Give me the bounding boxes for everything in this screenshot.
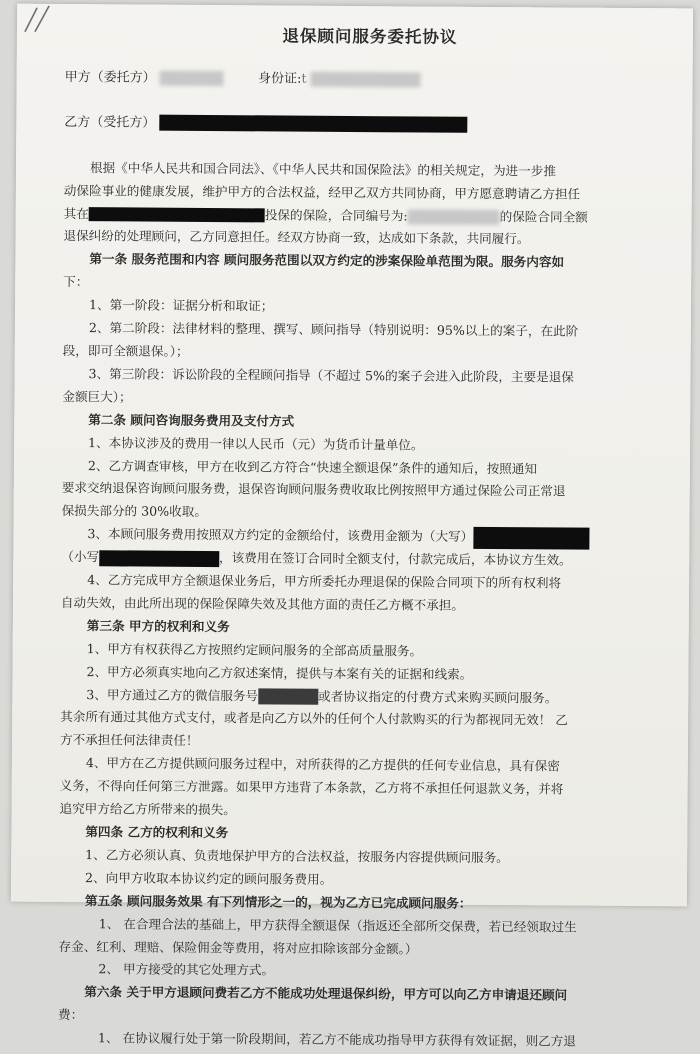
redacted-wechat-id [258, 688, 318, 704]
party-b-label: 乙方（受托方） [64, 114, 156, 131]
text-line: 费： [58, 1007, 84, 1023]
section-heading-2: 第二条 顾问咨询服务费用及支付方式 [88, 411, 295, 429]
section-heading-1: 第一条 服务范围和内容 顾问服务范围以双方约定的涉案保险单范围为限。服务内容如 [89, 251, 565, 270]
party-a-label: 甲方（委托方） [64, 69, 156, 86]
text-line: 义务，不得向任何第三方泄露。如果甲方违背了本条款，乙方将不承担任何退款义务，并将 [59, 778, 564, 797]
text-line: 存金、红利、理赔、保险佣金等费用，将对应扣除该部分金额。） [58, 938, 418, 957]
text-line: 其余所有通过其他方式支付，或者是向乙方以外的任何个人付款购买的行为都视同无效！ 乙 [60, 709, 568, 728]
redacted-party-b-name [159, 115, 467, 133]
text-line: 追究甲方给乙方所带来的损失。 [59, 801, 236, 818]
party-b-line [64, 112, 674, 139]
text-line: 3、第三阶段：诉讼阶段的全程顾问指导（不超过 5%的案子会进入此阶段，主要是退保 [88, 366, 574, 385]
redacted-id-number [311, 72, 421, 88]
text-line: 金额巨大）； [62, 388, 132, 405]
section-heading-4: 第四条 乙方的权利和义务 [85, 824, 229, 841]
id-label: 身份证: [258, 71, 302, 87]
text-line: 2、甲方必须真实地向乙方叙述案情，提供与本案有关的证据和线索。 [86, 663, 473, 682]
text-line: 3、本顾问服务费用按照双方约定的金额给付，该费用金额为（大写） [61, 523, 671, 550]
text-line: 退保纠纷的处理顾问，乙方同意担任。经双方协商一致，达成如下条款，共同履行。 [63, 228, 530, 247]
id-partial: t [301, 71, 307, 87]
text-line: 动保险事业的健康发展，维护甲方的合法权益，经甲乙双方共同协商，甲方愿意聘请乙方担任 [63, 182, 581, 202]
text-line: 根据《中华人民共和国合同法》、《中华人民共和国保险法》的相关规定，为进一步推 [89, 159, 557, 179]
text-line: 要求交纳退保咨询顾问服务费，退保咨询顾问服务费收取比例按照甲方通过保险公司正常退 [61, 480, 566, 499]
text-line: 段，即可全额退保。）； [62, 342, 189, 359]
text-line: 方不承担任何法律责任！ [59, 732, 199, 749]
section-heading-6: 第六条 关于甲方退顾问费若乙方不能成功处理退保纠纷，甲方可以向乙方申请退还顾问 [84, 984, 568, 1003]
redacted-amount-uppercase [473, 527, 589, 550]
agreement-body [58, 24, 675, 1054]
text-line: 2、乙方调查审核，甲方在收到乙方符合“快速全额退保”条件的通知后，按照通知 [87, 457, 538, 476]
text-line: 1、乙方必须认真、负责地保护甲方的合法权益，按服务内容提供顾问服务。 [85, 847, 509, 866]
text-line: 3、甲方通过乙方的微信服务号 或者协议指定的付费方式来购买顾问服务。 [86, 686, 558, 706]
text-line: 2、向甲方收取本协议约定的顾问服务费用。 [84, 869, 333, 887]
section-heading-3: 第三条 甲方的权利和义务 [86, 617, 230, 634]
section-heading-5: 第五条 顾问服务效果 有下列情形之一的，视为乙方已完成顾问服务： [84, 892, 472, 911]
redacted-amount-lowercase [99, 550, 219, 567]
text-line: 自动失效，由此所出现的保险保障失效及其他方面的责任乙方概不承担。 [60, 594, 465, 613]
redacted-insurer [89, 207, 265, 222]
party-a-line [65, 67, 675, 94]
pen-mark [19, 6, 59, 34]
text-line: 2、 甲方接受的其它处理方式。 [98, 961, 275, 978]
text-line: （小写 ，该费用在签订合同时全额支付，付款完成后，本协议方生效。 [61, 549, 572, 568]
text-line: 1、第一阶段：证据分析和取证； [88, 297, 274, 314]
document-page [11, 4, 693, 1049]
redacted-contract-number [408, 209, 500, 225]
document-title: 退保顾问服务委托协议 [282, 26, 458, 47]
text-line: 2、第二阶段：法律材料的整理、撰写、顾问指导（特别说明：95%以上的案子，在此阶 [88, 320, 579, 339]
text-line: 1、 在合理合法的基础上，甲方获得全额退保（指返还全部所交保费，若已经领取过生 [98, 915, 577, 935]
text-line: 其在 投保的保险，合同编号为: 的保险合同全额 [63, 205, 588, 225]
text-line: 4、甲方在乙方提供顾问服务过程中，对所获得的乙方提供的任何专业信息，具有保密 [85, 755, 560, 774]
text-line: 下： [63, 274, 89, 290]
text-line: 1、 在协议履行处于第一阶段期间，若乙方不能成功指导甲方获得有效证据，则乙方退 [97, 1030, 576, 1049]
text-line: 1、本协议涉及的费用一律以人民币（元）为货币计量单位。 [88, 434, 424, 453]
text-line: 1、甲方有权获得乙方按照约定顾问服务的全部高质量服务。 [86, 640, 423, 659]
text-line: 保损失部分的 30%收取。 [61, 503, 207, 520]
redacted-party-a-name [160, 71, 224, 86]
text-line: 4、乙方完成甲方全额退保业务后，甲方所委托办理退保的保险合同项下的所有权利将 [87, 572, 562, 591]
